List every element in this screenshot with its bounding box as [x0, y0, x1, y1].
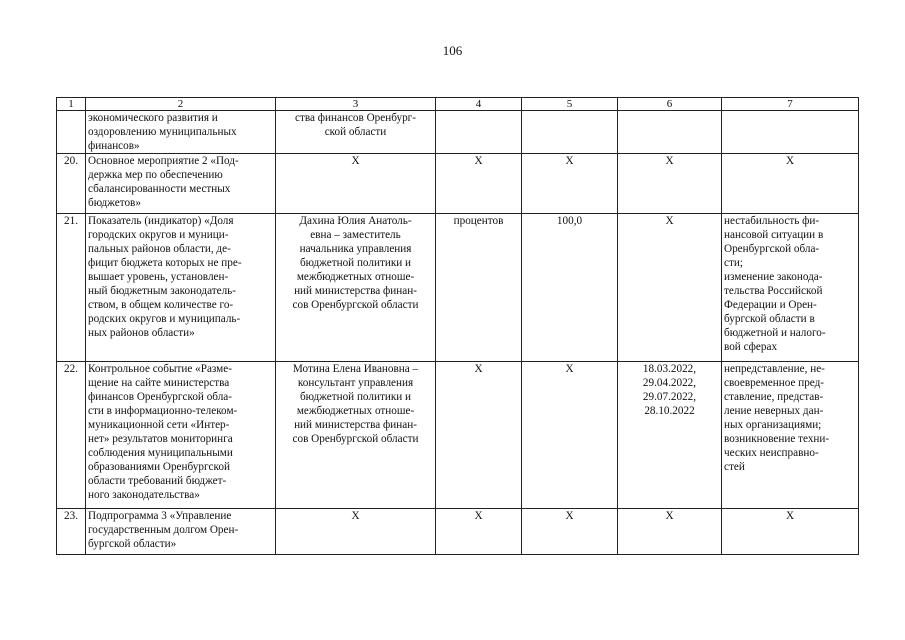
row-value: X [522, 509, 618, 555]
row-name: экономического развития и оздоровлению муниципальных финансов» [86, 111, 276, 154]
page-number: 106 [442, 43, 463, 58]
row-number: 23. [57, 509, 86, 555]
row-unit: X [436, 362, 522, 509]
row-responsible: X [276, 509, 436, 555]
column-header: 1 [57, 98, 86, 111]
row-value [522, 111, 618, 154]
row-risks: непредставление, не- своевременное пред- ставление, представ- ление неверных дан- ных организациями; возникновение техни- ческих неисправно- стей [722, 362, 859, 509]
table-row [57, 154, 859, 214]
row-number [57, 111, 86, 154]
row-number: 22. [57, 362, 86, 509]
row-date: 18.03.2022, 29.04.2022, 29.07.2022, 28.10.2022 [618, 362, 722, 509]
row-date: X [618, 214, 722, 362]
column-header: 6 [618, 98, 722, 111]
table-row [57, 214, 859, 362]
row-responsible: Мотина Елена Ивановна – консультант управления бюджетной политики и межбюджетных отноше- ний министерства финан- сов Оренбургской области [276, 362, 436, 509]
row-name: Показатель (индикатор) «Доля городских округов и муници- пальных районов области, де- фицит бюджета которых не пре- вышает уровень, установлен- ный бюджетным законодатель- ством, в общем количестве го- родских округов и муниципаль- ных районов области» [86, 214, 276, 362]
row-value: 100,0 [522, 214, 618, 362]
table-row [57, 362, 859, 509]
row-risks: X [722, 509, 859, 555]
row-risks: X [722, 154, 859, 214]
row-name: Подпрограмма 3 «Управление государственным долгом Орен- бургской области» [86, 509, 276, 555]
row-risks: нестабильность фи- нансовой ситуации в Оренбургской обла- сти; изменение законода- тельства Российской Федерации и Орен- бургской области в бюджетной и налого- вой сферах [722, 214, 859, 362]
row-responsible: X [276, 154, 436, 214]
row-value: X [522, 362, 618, 509]
table-row [57, 509, 859, 555]
row-unit: X [436, 509, 522, 555]
row-date: X [618, 509, 722, 555]
column-header: 5 [522, 98, 618, 111]
row-responsible: ства финансов Оренбург- ской области [276, 111, 436, 154]
column-header: 3 [276, 98, 436, 111]
row-name: Основное мероприятие 2 «Под- держка мер по обеспечению сбалансированности местных бюджетов» [86, 154, 276, 214]
table-row [57, 111, 859, 154]
row-date: X [618, 154, 722, 214]
column-header: 7 [722, 98, 859, 111]
row-name: Контрольное событие «Разме- щение на сайте министерства финансов Оренбургской обла- сти в информационно-телеком- муникационной сети «Интер- нет» результатов мониторинга соблюдения муниципальными образованиями Оренбургской области требований бюджет- ного законодательства» [86, 362, 276, 509]
row-unit: X [436, 154, 522, 214]
activities-table [56, 97, 859, 555]
row-responsible: Дахина Юлия Анатоль- евна – заместитель начальника управления бюджетной политики и межбюджетных отноше- ний министерства финан- сов Оренбургской области [276, 214, 436, 362]
row-number: 20. [57, 154, 86, 214]
column-header: 4 [436, 98, 522, 111]
row-unit [436, 111, 522, 154]
row-risks [722, 111, 859, 154]
column-header: 2 [86, 98, 276, 111]
row-unit: процентов [436, 214, 522, 362]
column-numbers-row [57, 98, 859, 111]
row-date [618, 111, 722, 154]
row-value: X [522, 154, 618, 214]
row-number: 21. [57, 214, 86, 362]
